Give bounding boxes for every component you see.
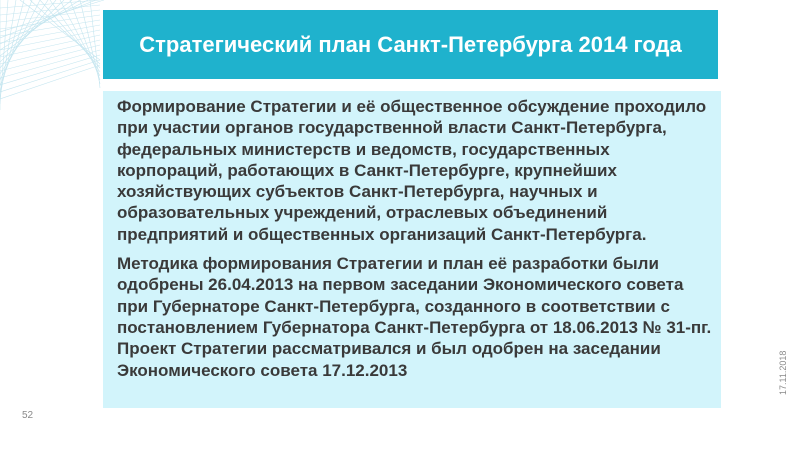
content-text [117, 96, 715, 381]
slide-number: 52 [22, 410, 34, 421]
slide-date: 17.11.2018 [778, 350, 788, 395]
slide-title: Стратегический план Санкт-Петербурга 2014 года [139, 31, 682, 57]
title-bar [103, 10, 718, 79]
paragraph-methodology: Методика формирования Стратегии и план её разработки были одобрены 26.04.2013 на первом заседании Экономического совета при Губернаторе Санкт-Петербурга, созданного в соответствии с постановлением Губернатора Санкт-Петербурга от 18.06.2013 № 31-пг. Проект Стратегии рассматривался и был одобрен на заседании Экономического совета 17.12.2013 [117, 254, 712, 380]
paragraph-formation: Формирование Стратегии и её общественное обсуждение проходило при участии органов государственной власти Санкт-Петербурга, федеральных министерств и ведомств, государственных корпораций, работающих в Санкт-Петербурге, крупнейших хозяйствующих субъектов Санкт-Петербурга, научных и образовательных учреждений, отраслевых объединений предприятий и общественных организаций Санкт-Петербурга. [117, 97, 707, 244]
